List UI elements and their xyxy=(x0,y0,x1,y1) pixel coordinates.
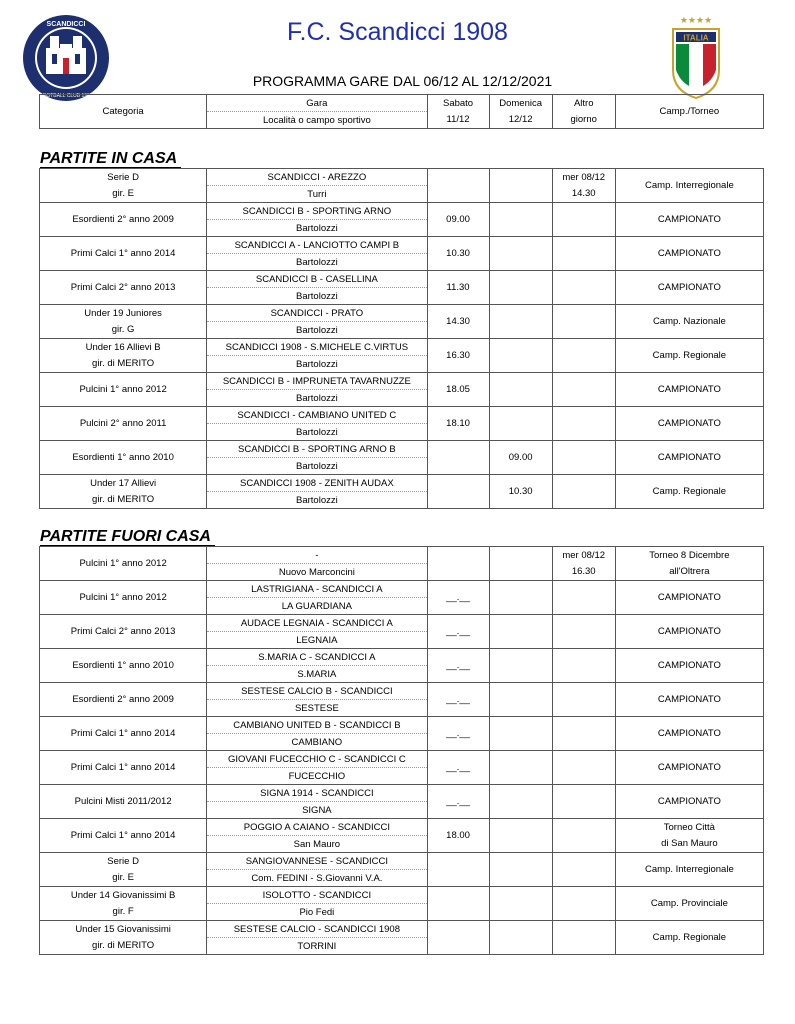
sunday-time-cell xyxy=(489,203,552,237)
match-cell: AUDACE LEGNAIA - SCANDICCI A xyxy=(207,615,427,632)
home-matches-table xyxy=(39,168,764,509)
sunday-time-cell xyxy=(489,237,552,271)
competition-cell: CAMPIONATO xyxy=(615,717,763,751)
category-cell: Primi Calci 2° anno 2013 xyxy=(40,271,207,305)
table-row xyxy=(40,683,764,700)
category-cell: Primi Calci 2° anno 2013 xyxy=(40,615,207,649)
venue-cell: Bartolozzi xyxy=(207,322,427,339)
header-gara: Gara xyxy=(207,95,427,112)
sunday-time-cell xyxy=(489,683,552,717)
match-cell: CAMBIANO UNITED B - SCANDICCI B xyxy=(207,717,427,734)
venue-cell: Bartolozzi xyxy=(207,220,427,237)
category-cell: Esordienti 1° anno 2010 xyxy=(40,649,207,683)
venue-cell: Bartolozzi xyxy=(207,492,427,509)
category-cell: Under 16 Allievi B xyxy=(40,339,207,356)
competition-cell: CAMPIONATO xyxy=(615,373,763,407)
table-row xyxy=(40,887,764,904)
table-row xyxy=(40,751,764,768)
other-day-cell xyxy=(552,441,615,475)
other-day-cell xyxy=(552,271,615,305)
saturday-time-cell: __.__ xyxy=(427,717,489,751)
table-row xyxy=(40,785,764,802)
saturday-time-cell: __.__ xyxy=(427,581,489,615)
venue-cell: Bartolozzi xyxy=(207,288,427,305)
header-camp: Camp./Torneo xyxy=(615,95,763,129)
venue-cell: Pio Fedi xyxy=(207,904,427,921)
competition-cell: Torneo Città xyxy=(615,819,763,836)
match-cell: S.MARIA C - SCANDICCI A xyxy=(207,649,427,666)
category-cell: Under 19 Juniores xyxy=(40,305,207,322)
saturday-time-cell: __.__ xyxy=(427,785,489,819)
competition-cell: Camp. Nazionale xyxy=(615,305,763,339)
saturday-time-cell xyxy=(427,169,489,203)
table-row xyxy=(40,581,764,598)
category-group-cell: gir. di MERITO xyxy=(40,356,207,373)
column-header-table xyxy=(39,94,764,129)
competition-cell: Camp. Interregionale xyxy=(615,169,763,203)
competition-cell: Camp. Regionale xyxy=(615,475,763,509)
competition-cell: CAMPIONATO xyxy=(615,441,763,475)
table-row xyxy=(40,373,764,390)
category-group-cell: gir. G xyxy=(40,322,207,339)
competition-cell: Camp. Regionale xyxy=(615,339,763,373)
table-row xyxy=(40,271,764,288)
header-sabato-date: 11/12 xyxy=(427,112,489,129)
match-cell: SANGIOVANNESE - SCANDICCI xyxy=(207,853,427,870)
saturday-time-cell xyxy=(427,853,489,887)
table-row xyxy=(40,547,764,564)
header-altro: Altro xyxy=(552,95,615,112)
match-cell: LASTRIGIANA - SCANDICCI A xyxy=(207,581,427,598)
table-row xyxy=(40,339,764,356)
saturday-time-cell: 18.10 xyxy=(427,407,489,441)
other-day-cell xyxy=(552,615,615,649)
category-cell: Under 17 Allievi xyxy=(40,475,207,492)
header-domenica-date: 12/12 xyxy=(489,112,552,129)
other-time-cell: 14.30 xyxy=(552,186,615,203)
svg-text:★★★★: ★★★★ xyxy=(679,16,713,26)
page-subtitle: PROGRAMMA GARE DAL 06/12 AL 12/12/2021 xyxy=(252,73,553,89)
match-cell: SCANDICCI B - SPORTING ARNO B xyxy=(207,441,427,458)
saturday-time-cell: 16.30 xyxy=(427,339,489,373)
sunday-time-cell xyxy=(489,547,552,581)
venue-cell: Bartolozzi xyxy=(207,458,427,475)
category-cell: Serie D xyxy=(40,169,207,186)
category-group-cell: gir. di MERITO xyxy=(40,492,207,509)
venue-cell: TORRINI xyxy=(207,938,427,955)
other-day-cell xyxy=(552,305,615,339)
match-cell: SCANDICCI B - SPORTING ARNO xyxy=(207,203,427,220)
venue-cell: S.MARIA xyxy=(207,666,427,683)
category-group-cell: gir. E xyxy=(40,870,207,887)
saturday-time-cell: 18.05 xyxy=(427,373,489,407)
category-group-cell: gir. F xyxy=(40,904,207,921)
away-matches-table xyxy=(39,546,764,955)
saturday-time-cell: 18.00 xyxy=(427,819,489,853)
saturday-time-cell xyxy=(427,887,489,921)
sunday-time-cell xyxy=(489,887,552,921)
saturday-time-cell: __.__ xyxy=(427,615,489,649)
match-cell: GIOVANI FUCECCHIO C - SCANDICCI C xyxy=(207,751,427,768)
saturday-time-cell: 14.30 xyxy=(427,305,489,339)
saturday-time-cell xyxy=(427,921,489,955)
table-row xyxy=(40,441,764,458)
venue-cell: Bartolozzi xyxy=(207,424,427,441)
match-cell: SCANDICCI B - IMPRUNETA TAVARNUZZE xyxy=(207,373,427,390)
table-row xyxy=(40,819,764,836)
saturday-time-cell: __.__ xyxy=(427,751,489,785)
sunday-time-cell xyxy=(489,819,552,853)
match-cell: SCANDICCI - AREZZO xyxy=(207,169,427,186)
other-day-cell xyxy=(552,717,615,751)
table-row xyxy=(40,475,764,492)
competition-sub-cell: di San Mauro xyxy=(615,836,763,853)
other-day-cell xyxy=(552,853,615,887)
saturday-time-cell: 09.00 xyxy=(427,203,489,237)
category-cell: Primi Calci 1° anno 2014 xyxy=(40,237,207,271)
other-day-cell xyxy=(552,785,615,819)
table-row xyxy=(40,921,764,938)
svg-text:ITALIA: ITALIA xyxy=(683,33,709,43)
other-day-cell xyxy=(552,649,615,683)
other-day-cell xyxy=(552,581,615,615)
match-cell: SCANDICCI B - CASELLINA xyxy=(207,271,427,288)
sunday-time-cell xyxy=(489,581,552,615)
venue-cell: SIGNA xyxy=(207,802,427,819)
table-row xyxy=(40,305,764,322)
sunday-time-cell xyxy=(489,921,552,955)
competition-cell: Camp. Interregionale xyxy=(615,853,763,887)
table-row xyxy=(40,615,764,632)
sunday-time-cell xyxy=(489,751,552,785)
other-day-cell: mer 08/12 xyxy=(552,169,615,186)
match-cell: SCANDICCI - PRATO xyxy=(207,305,427,322)
venue-cell: FUCECCHIO xyxy=(207,768,427,785)
venue-cell: Bartolozzi xyxy=(207,254,427,271)
home-section-title: PARTITE IN CASA xyxy=(40,151,181,168)
venue-cell: Com. FEDINI - S.Giovanni V.A. xyxy=(207,870,427,887)
other-day-cell: mer 08/12 xyxy=(552,547,615,564)
table-row xyxy=(40,717,764,734)
competition-sub-cell: all'Oltrera xyxy=(615,564,763,581)
category-cell: Primi Calci 1° anno 2014 xyxy=(40,819,207,853)
sunday-time-cell xyxy=(489,373,552,407)
saturday-time-cell: __.__ xyxy=(427,683,489,717)
category-cell: Under 15 Giovanissimi xyxy=(40,921,207,938)
header-localita: Località o campo sportivo xyxy=(207,112,427,129)
category-cell: Pulcini 1° anno 2012 xyxy=(40,581,207,615)
other-day-cell xyxy=(552,887,615,921)
category-group-cell: gir. E xyxy=(40,186,207,203)
other-day-cell xyxy=(552,921,615,955)
competition-cell: CAMPIONATO xyxy=(615,271,763,305)
other-day-cell xyxy=(552,203,615,237)
match-cell: SESTESE CALCIO - SCANDICCI 1908 xyxy=(207,921,427,938)
category-group-cell: gir. di MERITO xyxy=(40,938,207,955)
sunday-time-cell: 09.00 xyxy=(489,441,552,475)
other-day-cell xyxy=(552,751,615,785)
category-cell: Primi Calci 1° anno 2014 xyxy=(40,751,207,785)
table-row xyxy=(40,169,764,186)
venue-cell: San Mauro xyxy=(207,836,427,853)
table-row xyxy=(40,203,764,220)
sunday-time-cell xyxy=(489,169,552,203)
venue-cell: Bartolozzi xyxy=(207,356,427,373)
saturday-time-cell: __.__ xyxy=(427,649,489,683)
competition-cell: CAMPIONATO xyxy=(615,751,763,785)
other-day-cell xyxy=(552,373,615,407)
competition-cell: Torneo 8 Dicembre xyxy=(615,547,763,564)
competition-cell: CAMPIONATO xyxy=(615,683,763,717)
category-cell: Esordienti 2° anno 2009 xyxy=(40,203,207,237)
page-title: F.C. Scandicci 1908 xyxy=(287,18,508,46)
other-day-cell xyxy=(552,683,615,717)
match-cell: SCANDICCI 1908 - ZENITH AUDAX xyxy=(207,475,427,492)
match-cell: ISOLOTTO - SCANDICCI xyxy=(207,887,427,904)
category-cell: Pulcini 1° anno 2012 xyxy=(40,373,207,407)
svg-text:SCANDICCI: SCANDICCI xyxy=(46,21,86,28)
sunday-time-cell xyxy=(489,407,552,441)
venue-cell: CAMBIANO xyxy=(207,734,427,751)
header-sabato: Sabato xyxy=(427,95,489,112)
category-cell: Primi Calci 1° anno 2014 xyxy=(40,717,207,751)
other-day-cell xyxy=(552,237,615,271)
category-cell: Pulcini 1° anno 2012 xyxy=(40,547,207,581)
competition-cell: Camp. Regionale xyxy=(615,921,763,955)
competition-cell: CAMPIONATO xyxy=(615,203,763,237)
category-cell: Pulcini Misti 2011/2012 xyxy=(40,785,207,819)
category-cell: Serie D xyxy=(40,853,207,870)
saturday-time-cell: 10.30 xyxy=(427,237,489,271)
sunday-time-cell xyxy=(489,717,552,751)
venue-cell: LA GUARDIANA xyxy=(207,598,427,615)
sunday-time-cell xyxy=(489,339,552,373)
competition-cell: CAMPIONATO xyxy=(615,649,763,683)
venue-cell: Turri xyxy=(207,186,427,203)
sunday-time-cell xyxy=(489,305,552,339)
table-row xyxy=(40,649,764,666)
saturday-time-cell xyxy=(427,441,489,475)
match-cell: - xyxy=(207,547,427,564)
sunday-time-cell xyxy=(489,271,552,305)
category-cell: Esordienti 1° anno 2010 xyxy=(40,441,207,475)
venue-cell: SESTESE xyxy=(207,700,427,717)
match-cell: SCANDICCI 1908 - S.MICHELE C.VIRTUS xyxy=(207,339,427,356)
table-row xyxy=(40,853,764,870)
venue-cell: LEGNAIA xyxy=(207,632,427,649)
match-cell: SIGNA 1914 - SCANDICCI xyxy=(207,785,427,802)
sunday-time-cell xyxy=(489,615,552,649)
other-time-cell: 16.30 xyxy=(552,564,615,581)
competition-cell: Camp. Provinciale xyxy=(615,887,763,921)
match-cell: SCANDICCI - CAMBIANO UNITED C xyxy=(207,407,427,424)
sunday-time-cell xyxy=(489,785,552,819)
category-cell: Pulcini 2° anno 2011 xyxy=(40,407,207,441)
table-row xyxy=(40,237,764,254)
venue-cell: Nuovo Marconcini xyxy=(207,564,427,581)
competition-cell: CAMPIONATO xyxy=(615,237,763,271)
sunday-time-cell xyxy=(489,853,552,887)
other-day-cell xyxy=(552,475,615,509)
svg-text:FOOTBALL CLUB 1908: FOOTBALL CLUB 1908 xyxy=(39,93,93,99)
match-cell: POGGIO A CAIANO - SCANDICCI xyxy=(207,819,427,836)
competition-cell: CAMPIONATO xyxy=(615,615,763,649)
header-categoria: Categoria xyxy=(40,95,207,129)
category-cell: Under 14 Giovanissimi B xyxy=(40,887,207,904)
other-day-cell xyxy=(552,407,615,441)
header-domenica: Domenica xyxy=(489,95,552,112)
header-altro-sub: giorno xyxy=(552,112,615,129)
match-cell: SESTESE CALCIO B - SCANDICCI xyxy=(207,683,427,700)
away-section-title: PARTITE FUORI CASA xyxy=(40,529,215,546)
match-cell: SCANDICCI A - LANCIOTTO CAMPI B xyxy=(207,237,427,254)
competition-cell: CAMPIONATO xyxy=(615,581,763,615)
saturday-time-cell xyxy=(427,547,489,581)
competition-cell: CAMPIONATO xyxy=(615,407,763,441)
other-day-cell xyxy=(552,819,615,853)
sunday-time-cell: 10.30 xyxy=(489,475,552,509)
competition-cell: CAMPIONATO xyxy=(615,785,763,819)
saturday-time-cell xyxy=(427,475,489,509)
category-cell: Esordienti 2° anno 2009 xyxy=(40,683,207,717)
sunday-time-cell xyxy=(489,649,552,683)
venue-cell: Bartolozzi xyxy=(207,390,427,407)
other-day-cell xyxy=(552,339,615,373)
table-row xyxy=(40,407,764,424)
saturday-time-cell: 11.30 xyxy=(427,271,489,305)
